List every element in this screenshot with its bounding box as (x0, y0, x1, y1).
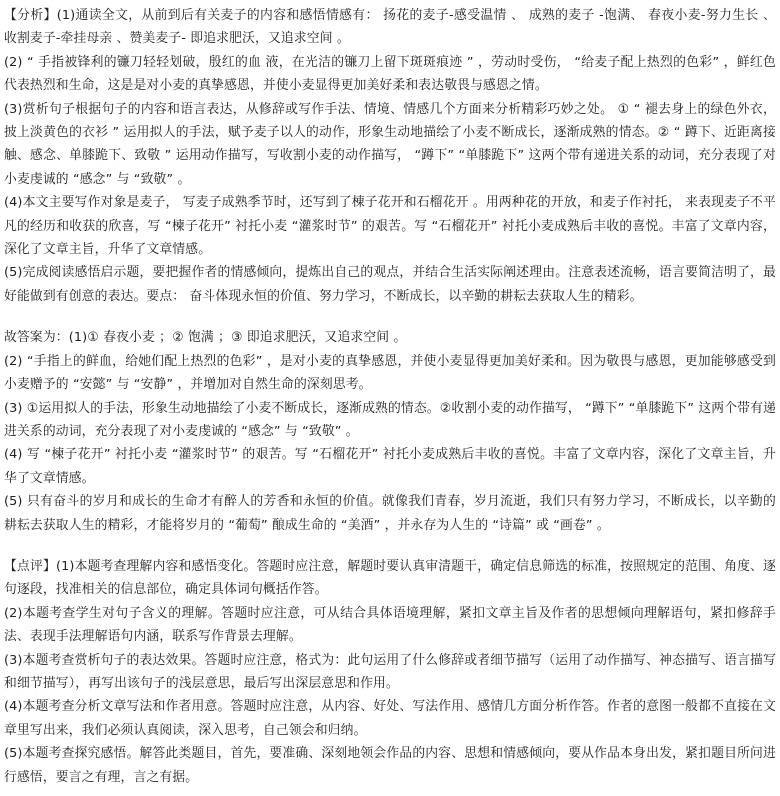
analysis-paragraph-1: 【分析】(1)通读全文，从前到后有关麦子的内容和感悟情感有： 扬花的麦子-感受温情 、 成熟的麦子 -饱满、 春夜小麦-努力生长 、 收割麦子-牵挂母亲 、赞美麦子- 即追求肥沃，又追求空间 。 (4, 8, 776, 47)
answer-paragraph-4: (4) 写 “楝子花开” 衬托小麦 “灌浆时节” 的艰苦。写 “石榴花开” 衬托小麦成熟后丰收的喜悦。丰富了文章内容，深化了文章主旨，升华了文章情感。 (4, 447, 776, 486)
analysis-paragraph-2: (2) “ 手指被锋利的镰刀轻轻划破，殷红的血 液，在光洁的镰刀上留下斑斑痕迹 ” ，劳动时受伤， “给麦子配上热烈的色彩” ，鲜红色代表热烈和生命，这是是对小麦的真挚感恩，并使小麦显得更加美好柔和表达敬畏与感恩之情。 (4, 54, 776, 94)
answer-paragraph-1: 故答案为：(1)① 春夜小麦 ；② 饱满 ；③ 即追求肥沃，又追求空间 。 (4, 330, 407, 346)
analysis-paragraph-4: (4)本文主要写作对象是麦子， 写麦子成熟季节时，还写到了棟子花开和石榴花开 。用两种花的开放，和麦子作衬托， 来表现麦子不平凡的经历和收获的欣喜，写 “楝子花开” 衬托小麦 “灌浆时节” 的艰苦。写 “石榴花开” 衬托小麦成熟后丰收的喜悦。丰富了文章内容，深化了文章主旨，升华了文章情感。 (4, 195, 776, 258)
review-paragraph-4: (4)本题考查分析文章写法和作者用意。答题时应注意，从内容、好处、写法作用、感情几方面分析作答。作者的意图一般都不直接在文章里写出来，我们必须认真阅读，深入思考，自己领会和归纳。 (4, 699, 776, 738)
review-section (4, 555, 776, 789)
analysis-section (4, 4, 776, 308)
analysis-paragraph-5: (5)完成阅读感悟启示题，要把握作者的情感倾向，提炼出自己的观点，并结合生活实际阐述理由。注意表述流畅，语言要简洁明了，最好能做到有创意的表达。要点： 奋斗体现永恒的价值、努力学习，不断成长，以辛勤的耕耘去获取人生的精彩。 (4, 265, 776, 304)
review-paragraph-3: (3)本题考查赏析句子的表达效果。答题时应注意，格式为：此句运用了什么修辞或者细节描写（运用了动作描写、神态描写、语言描写和细节描写），再写出该句子的浅层意思，最后写出深层意思和作用。 (4, 652, 776, 691)
review-paragraph-5: (5)本题考查探究感悟。解答此类题目，首先，要准确、深刻地领会作品的内容、思想和情感倾向，要从作品本身出发，紧扣题目所问进行感悟，要言之有理，言之有据。 (4, 746, 776, 785)
answer-paragraph-3: (3) ①运用拟人的手法，形象生动地描绘了小麦不断成长，逐渐成熟的情态。②收割小麦的动作描写， “蹲下” “单膝跪下” 这两个带有递进关系的动词，充分表现了对小麦虔诚的 “感念” 与 “致敬” 。 (4, 400, 776, 439)
analysis-paragraph-3: (3)赏析句子根据句子的内容和语言表达，从修辞或写作手法、情境、情感几个方面来分析精彩巧妙之处。 ① “ 褪去身上的绿色外衣，披上淡黄色的衣衫 ” 运用拟人的手法，赋予麦子以人的动作，形象生动地描绘了小麦不断成长，逐渐成熟的情态。② “ 蹲下、近距离接触、感念、单膝跪下、致敬 ” 运用动作描写，写收割小麦的动作描写， “蹲下” “单膝跪下” 这两个带有递进关系的动词，充分表现了对小麦虔诚的 “感念” 与 “致敬” 。 (4, 101, 776, 187)
review-paragraph-2: (2)本题考查学生对句子含义的理解。答题时应注意，可从结合具体语境理解，紧扣文章主旨及作者的思想倾向理解语句，紧扣修辞手法、表现手法理解语句内涵，联系写作背景去理解。 (4, 605, 776, 645)
answer-paragraph-2: (2) “手指上的鲜血，给她们配上热烈的色彩” ，是对小麦的真挚感恩，并使小麦显得更加美好柔和。因为敬畏与感恩，更加能够感受到小麦赠予的 “安懿” 与 “安静” ，并增加对自然生命的深刻思考。 (4, 353, 776, 393)
answer-paragraph-5: (5) 只有奋斗的岁月和成长的生命才有醉人的芳香和永恒的价值。就像我们青春，岁月流逝，我们只有努力学习，不断成长，以辛勤的耕耘去获取人生的精彩，才能将岁月的 “葡萄” 酿成生命的 “美酒” ，并永存为人生的 “诗篇” 或 “画卷” 。 (4, 494, 776, 533)
answer-section (4, 326, 776, 537)
review-paragraph-1: 【点评】(1)本题考查理解内容和感悟变化。答题时应注意，解题时要认真审清题干，确定信息筛选的标准，按照规定的范围、角度、逐句逐段，找准相关的信息部位，确定具体词句概括作答。 (4, 558, 776, 598)
